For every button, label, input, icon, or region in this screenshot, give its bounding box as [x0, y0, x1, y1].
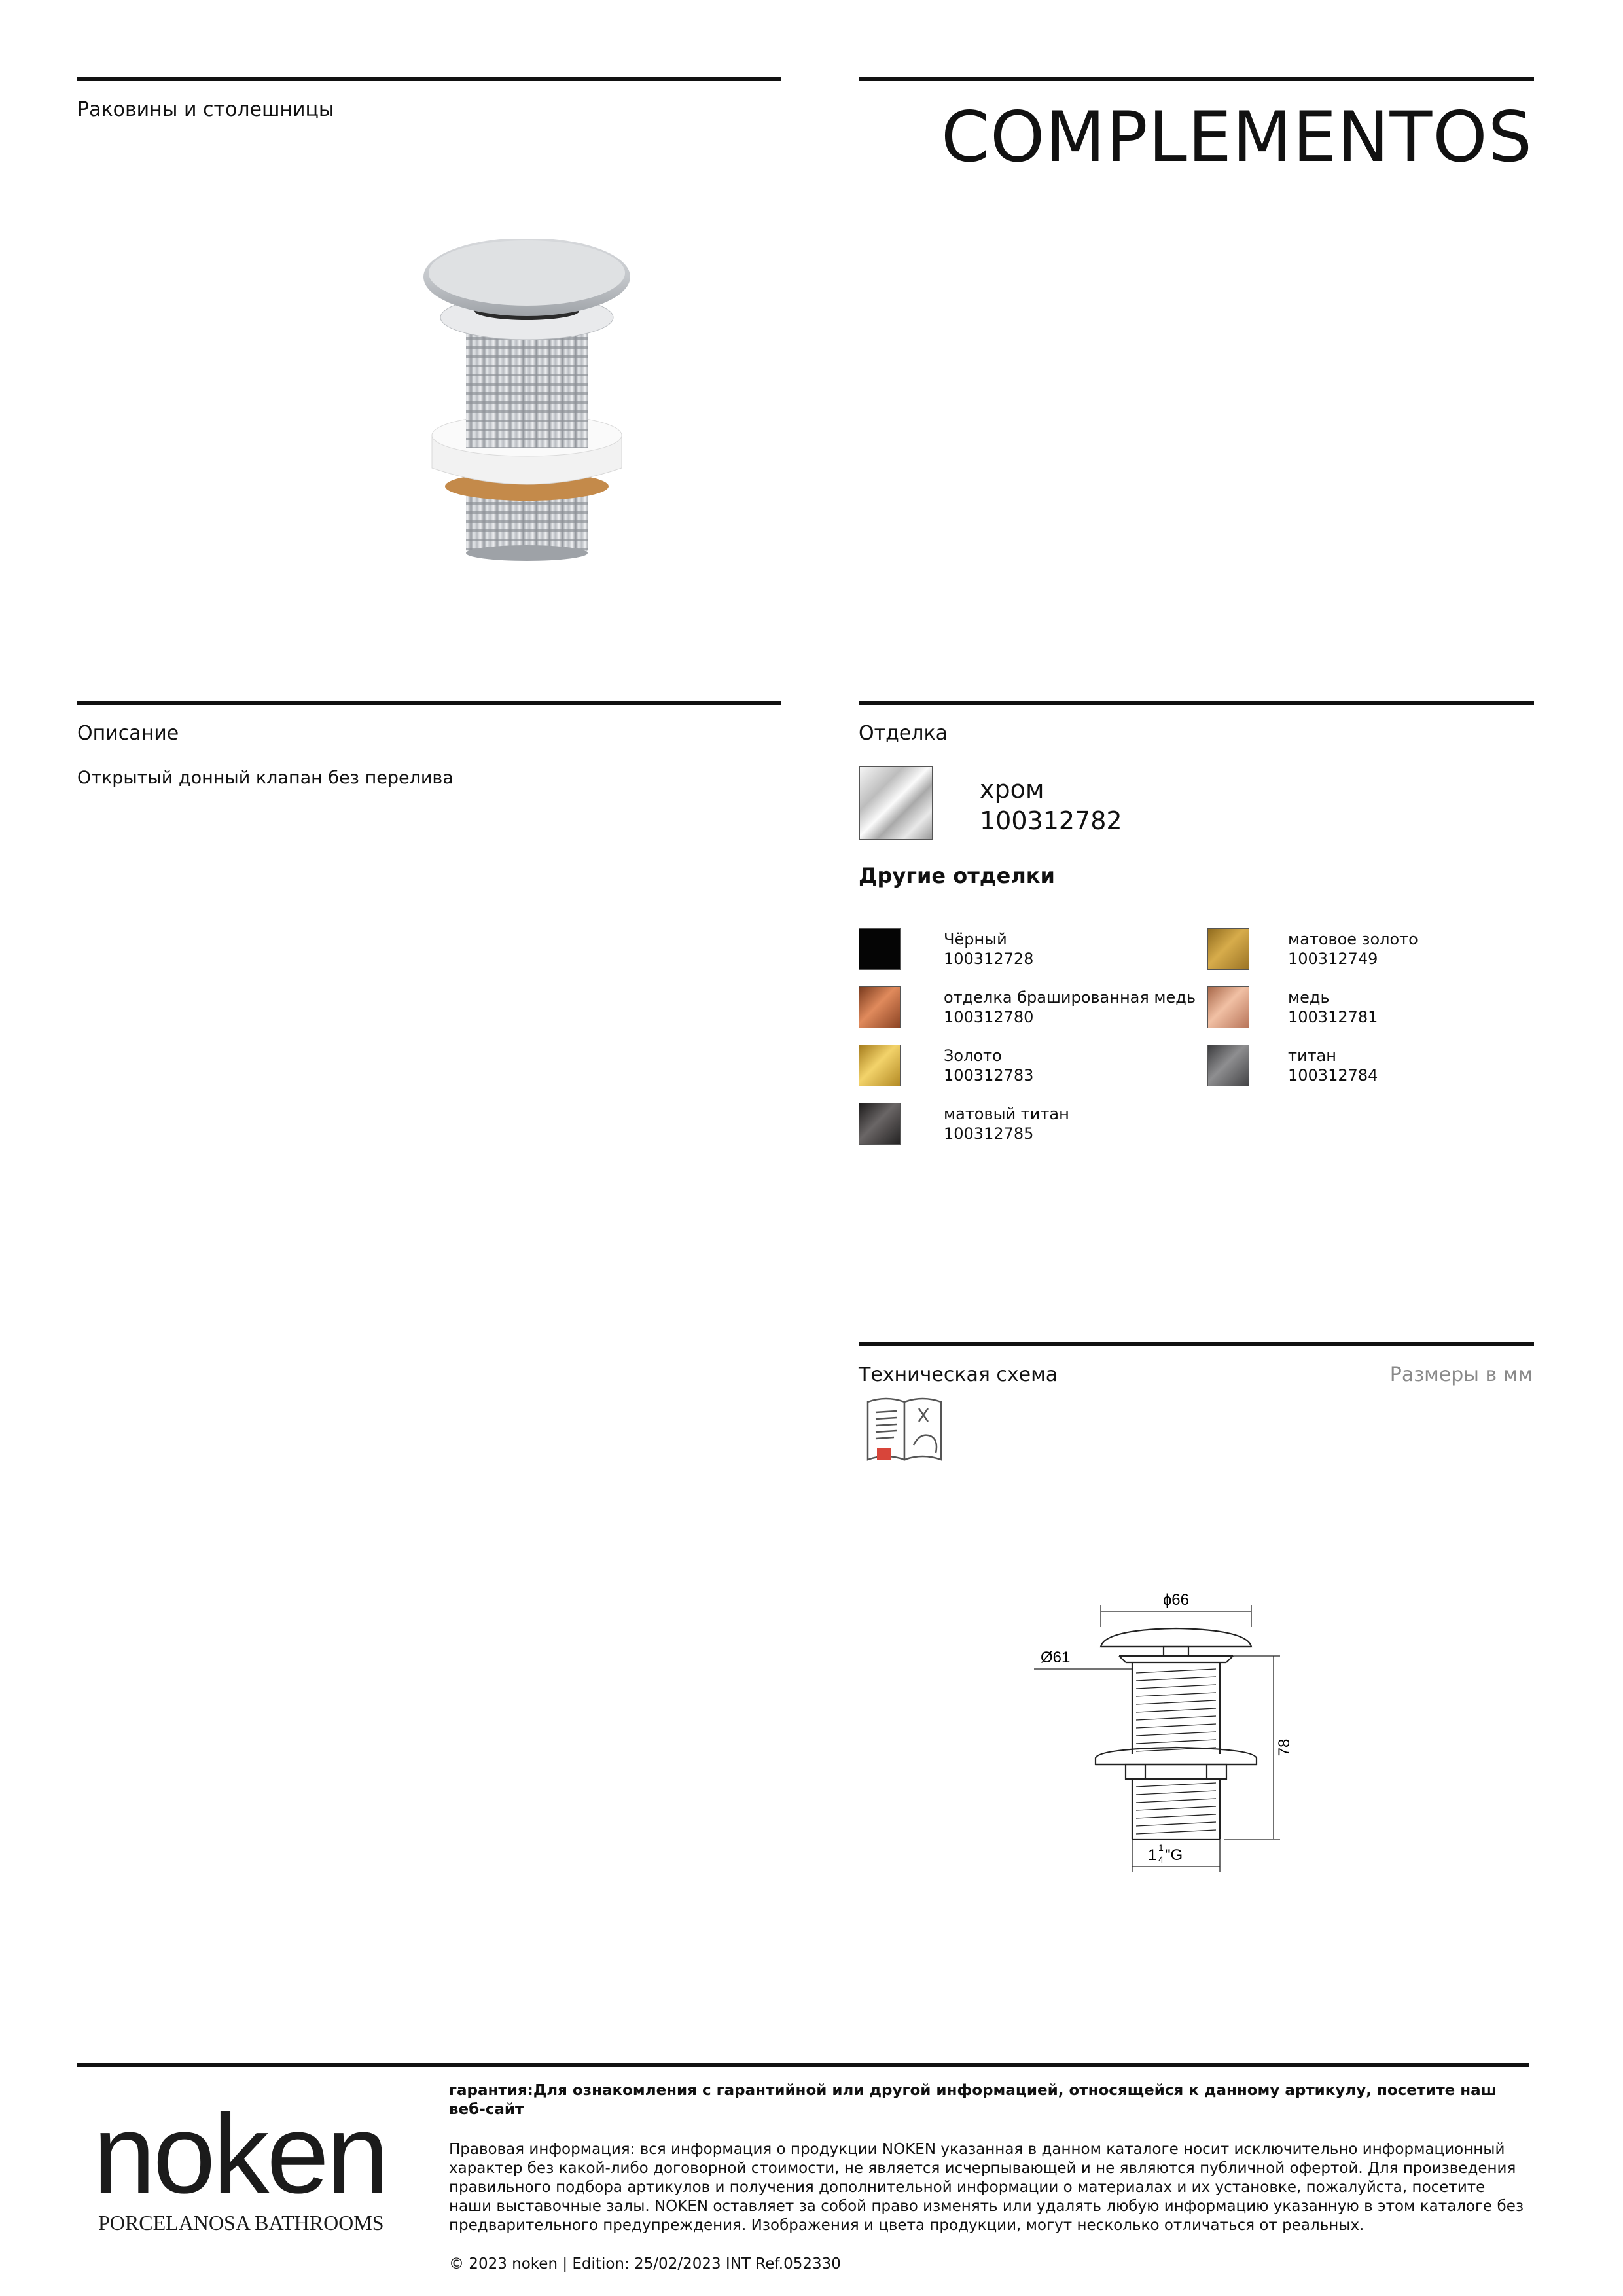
finish-name: отделка брашированная медь — [944, 988, 1196, 1007]
page-title: COMPLEMENTOS — [940, 97, 1533, 177]
warranty-text: гарантия:Для ознакомления с гарантийной или другой информацией, относящейся к данному артикулу, посетите наш веб-сайт — [449, 2082, 1497, 2118]
finish-item-black[interactable] — [944, 929, 1033, 969]
finish-code: 100312784 — [1288, 1066, 1378, 1085]
finish-code: 100312783 — [944, 1066, 1034, 1085]
finish-name: матовое золото — [1288, 930, 1418, 948]
finish-item-copper[interactable] — [1288, 988, 1378, 1027]
dim-thread-denominator: 4 — [1158, 1854, 1164, 1865]
copyright-text: © 2023 noken | Edition: 25/02/2023 INT Ref.052330 — [449, 2255, 841, 2272]
finish-code: 100312728 — [944, 950, 1034, 968]
finish-rule — [859, 701, 1534, 705]
dim-thread-unit: "G — [1165, 1846, 1183, 1864]
finish-code: 100312780 — [944, 1008, 1034, 1026]
dim-flange-diameter: Ø61 — [1041, 1649, 1071, 1666]
current-finish-name: хром — [980, 775, 1044, 804]
finish-name: титан — [1288, 1047, 1336, 1065]
finish-item-matte-gold[interactable] — [1288, 929, 1418, 969]
description-rule — [77, 701, 781, 705]
finish-item-gold[interactable] — [944, 1046, 1033, 1085]
brand-logo: noken — [93, 2091, 387, 2217]
header-rule-right — [859, 77, 1534, 81]
tech-heading: Техническая схема — [859, 1363, 1058, 1386]
other-finishes-heading: Другие отделки — [859, 863, 1055, 888]
finish-name: матовый титан — [944, 1105, 1069, 1123]
current-finish-swatch — [859, 766, 933, 840]
finish-name: Золото — [944, 1047, 1002, 1065]
finish-item-brushed-copper[interactable] — [944, 988, 1196, 1027]
brand-logo-subtitle: PORCELANOSA BATHROOMS — [98, 2211, 384, 2234]
dim-thread-numerator: 1 — [1158, 1842, 1164, 1853]
product-image — [406, 239, 648, 566]
finish-heading: Отделка — [859, 722, 948, 745]
finish-code: 100312785 — [944, 1124, 1034, 1143]
finish-swatch-brushed-copper[interactable] — [859, 986, 901, 1028]
footer-rule — [77, 2063, 1529, 2067]
finish-name: медь — [1288, 988, 1330, 1007]
finish-swatch-copper[interactable] — [1207, 986, 1249, 1028]
finish-code: 100312749 — [1288, 950, 1378, 968]
finish-swatch-matte-titanium[interactable] — [859, 1103, 901, 1145]
legal-text: Правовая информация: вся информация о продукции NOKEN указанная в данном каталоге носит исключительно информационный характер без какой-либо договорной стоимости, не является исчерпывающей и не являются публичной офертой. Для произведения правильного подбора артикулов и получения дополнительной информации о материалах и их установке, пожалуйста, посетите наши выставочные залы. NOKEN оставляет за собой право изменять или удалять любую информацию указанную в этом каталоге без предварительного предупреждения. Изображения и цвета продукции, могут несколько отличаться от реальных. — [449, 2141, 1524, 2234]
finish-item-matte-titanium[interactable] — [944, 1104, 1069, 1143]
finish-code: 100312781 — [1288, 1008, 1378, 1026]
finish-item-titanium[interactable] — [1288, 1046, 1378, 1085]
dim-top-diameter: ɸ66 — [1163, 1591, 1189, 1609]
category-label: Раковины и столешницы — [77, 98, 334, 121]
dimensions-units: Размеры в мм — [1389, 1363, 1533, 1386]
header-rule-left — [77, 77, 781, 81]
finish-name: Чёрный — [944, 930, 1007, 948]
description-text: Открытый донный клапан без перелива — [77, 768, 454, 788]
technical-drawing — [1027, 1589, 1315, 1890]
tech-rule — [859, 1342, 1534, 1346]
current-finish-code: 100312782 — [980, 806, 1122, 835]
finish-swatch-titanium[interactable] — [1207, 1045, 1249, 1086]
finish-swatch-black[interactable] — [859, 928, 901, 970]
installation-manual-icon[interactable] — [863, 1393, 948, 1466]
description-heading: Описание — [77, 722, 179, 745]
dim-height: 78 — [1275, 1738, 1293, 1757]
finish-swatch-gold[interactable] — [859, 1045, 901, 1086]
dim-thread-main: 1 — [1148, 1846, 1157, 1864]
finish-swatch-matte-gold[interactable] — [1207, 928, 1249, 970]
